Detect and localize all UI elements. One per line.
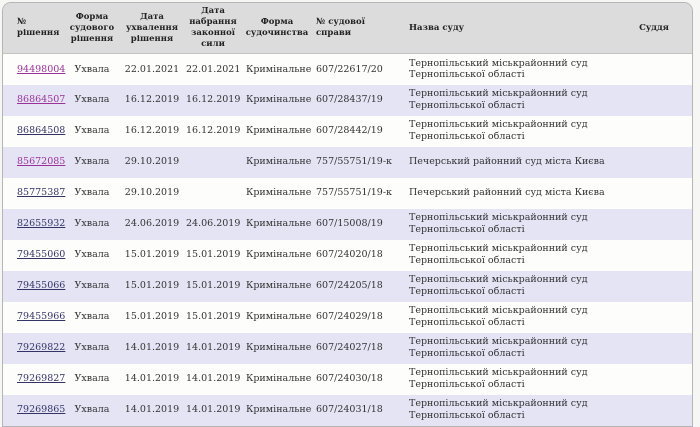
force-date: 15.01.2019 — [183, 271, 243, 302]
decision-date: 24.06.2019 — [121, 209, 183, 240]
force-date: 16.12.2019 — [183, 85, 243, 116]
decision-link[interactable]: 86864507 — [17, 94, 66, 106]
case-number: 757/55751/19-к — [311, 178, 397, 209]
decision-id-cell — [3, 85, 66, 116]
decision-date: 15.01.2019 — [121, 271, 183, 302]
table-row — [3, 333, 693, 364]
decision-form: Ухвала — [63, 116, 121, 147]
force-date: 15.01.2019 — [183, 302, 243, 333]
force-date — [183, 178, 243, 209]
judge-name — [615, 85, 693, 116]
header-court-name: Назва суду — [397, 3, 615, 54]
judge-name — [615, 209, 693, 240]
decision-form: Ухвала — [63, 54, 121, 85]
case-number: 607/24020/18 — [311, 240, 397, 271]
decision-link[interactable]: 79269865 — [17, 404, 66, 416]
decision-date: 22.01.2021 — [121, 54, 183, 85]
decision-id-cell — [3, 54, 66, 85]
force-date — [183, 147, 243, 178]
header-judge: Суддя — [615, 3, 693, 54]
decision-date: 14.01.2019 — [121, 333, 183, 364]
judge-name — [615, 271, 693, 302]
decision-date: 14.01.2019 — [121, 364, 183, 395]
case-number: 607/28442/19 — [311, 116, 397, 147]
court-name: Тернопільський міськрайонний суд Тернопільської області — [397, 333, 615, 364]
force-date: 15.01.2019 — [183, 240, 243, 271]
table-row — [3, 302, 693, 333]
decision-date: 15.01.2019 — [121, 240, 183, 271]
decision-id-cell — [3, 364, 66, 395]
case-number: 757/55751/19-к — [311, 147, 397, 178]
decision-form: Ухвала — [63, 302, 121, 333]
proceeding-type: Кримінальне — [243, 85, 311, 116]
court-name: Тернопільський міськрайонний суд Тернопільської області — [397, 116, 615, 147]
decision-id-cell — [3, 178, 66, 209]
table-row — [3, 147, 693, 178]
force-date: 14.01.2019 — [183, 395, 243, 426]
header-decision-date: Дата ухвалення рішення — [121, 3, 183, 54]
case-number: 607/24029/18 — [311, 302, 397, 333]
decision-form: Ухвала — [63, 395, 121, 426]
decision-id-cell — [3, 147, 66, 178]
court-name: Тернопільський міськрайонний суд Тернопільської області — [397, 364, 615, 395]
decision-form: Ухвала — [63, 333, 121, 364]
decision-form: Ухвала — [63, 240, 121, 271]
judge-name — [615, 240, 693, 271]
table-row — [3, 240, 693, 271]
case-number: 607/24031/18 — [311, 395, 397, 426]
table-row — [3, 364, 693, 395]
judge-name — [615, 116, 693, 147]
decision-id-cell — [3, 333, 66, 364]
court-name: Печерський районний суд міста Києва — [397, 147, 615, 178]
court-name: Тернопільський міськрайонний суд Тернопільської області — [397, 54, 615, 85]
judge-name — [615, 147, 693, 178]
decision-id-cell — [3, 116, 66, 147]
decision-link[interactable]: 79269827 — [17, 373, 66, 385]
force-date: 14.01.2019 — [183, 364, 243, 395]
court-name: Тернопільський міськрайонний суд Тернопільської області — [397, 271, 615, 302]
proceeding-type: Кримінальне — [243, 178, 311, 209]
proceeding-type: Кримінальне — [243, 116, 311, 147]
decision-link[interactable]: 85775387 — [17, 187, 66, 199]
decision-date: 29.10.2019 — [121, 178, 183, 209]
proceeding-type: Кримінальне — [243, 395, 311, 426]
table-row — [3, 271, 693, 302]
court-name: Печерський районний суд міста Києва — [397, 178, 615, 209]
proceeding-type: Кримінальне — [243, 147, 311, 178]
case-number: 607/15008/19 — [311, 209, 397, 240]
case-number: 607/28437/19 — [311, 85, 397, 116]
decision-id-cell — [3, 271, 66, 302]
decision-link[interactable]: 85672085 — [17, 156, 66, 168]
proceeding-type: Кримінальне — [243, 209, 311, 240]
court-name: Тернопільський міськрайонний суд Тернопільської області — [397, 209, 615, 240]
proceeding-type: Кримінальне — [243, 240, 311, 271]
court-name: Тернопільський міськрайонний суд Тернопільської області — [397, 240, 615, 271]
table-row — [3, 209, 693, 240]
decision-date: 15.01.2019 — [121, 302, 183, 333]
judge-name — [615, 395, 693, 426]
case-number: 607/24027/18 — [311, 333, 397, 364]
header-case-number: № судової справи — [311, 3, 397, 54]
decision-link[interactable]: 79269822 — [17, 342, 66, 354]
judge-name — [615, 364, 693, 395]
header-proceeding-form: Форма судочинства — [243, 3, 311, 54]
table-row — [3, 116, 693, 147]
force-date: 22.01.2021 — [183, 54, 243, 85]
table-row — [3, 395, 693, 426]
header-force-date: Дата набрання законної сили — [183, 3, 243, 54]
force-date: 16.12.2019 — [183, 116, 243, 147]
decision-form: Ухвала — [63, 364, 121, 395]
decision-id-cell — [3, 302, 66, 333]
decision-date: 29.10.2019 — [121, 147, 183, 178]
force-date: 24.06.2019 — [183, 209, 243, 240]
judge-name — [615, 178, 693, 209]
decision-id-cell — [3, 209, 66, 240]
decision-link[interactable]: 79455060 — [17, 249, 66, 261]
force-date: 14.01.2019 — [183, 333, 243, 364]
judge-name — [615, 302, 693, 333]
court-name: Тернопільський міськрайонний суд Тернопільської області — [397, 302, 615, 333]
decision-link[interactable]: 79455066 — [17, 280, 66, 292]
judge-name — [615, 333, 693, 364]
case-number: 607/22617/20 — [311, 54, 397, 85]
court-name: Тернопільський міськрайонний суд Тернопільської області — [397, 395, 615, 426]
decision-link[interactable]: 86864508 — [17, 125, 66, 137]
table-row — [3, 54, 693, 85]
case-number: 607/24030/18 — [311, 364, 397, 395]
decision-link[interactable]: 94498004 — [17, 63, 66, 75]
header-decision-number: № рішення — [3, 3, 63, 54]
decision-date: 14.01.2019 — [121, 395, 183, 426]
decision-link[interactable]: 79455966 — [17, 311, 66, 323]
decision-id-cell — [3, 240, 66, 271]
decision-date: 16.12.2019 — [121, 85, 183, 116]
court-decisions-table — [2, 2, 693, 427]
decision-form: Ухвала — [63, 178, 121, 209]
court-decisions-body — [3, 54, 693, 426]
decision-form: Ухвала — [63, 85, 121, 116]
proceeding-type: Кримінальне — [243, 54, 311, 85]
table-header — [3, 3, 693, 54]
proceeding-type: Кримінальне — [243, 364, 311, 395]
decision-date: 16.12.2019 — [121, 116, 183, 147]
decision-form: Ухвала — [63, 271, 121, 302]
table-row — [3, 85, 693, 116]
table-row — [3, 178, 693, 209]
proceeding-type: Кримінальне — [243, 333, 311, 364]
proceeding-type: Кримінальне — [243, 302, 311, 333]
case-number: 607/24205/18 — [311, 271, 397, 302]
judge-name — [615, 54, 693, 85]
decision-form: Ухвала — [63, 147, 121, 178]
header-decision-form: Форма судового рішення — [63, 3, 121, 54]
decision-form: Ухвала — [63, 209, 121, 240]
decision-id-cell — [3, 395, 66, 426]
decision-link[interactable]: 82655932 — [17, 218, 66, 230]
court-name: Тернопільський міськрайонний суд Тернопільської області — [397, 85, 615, 116]
proceeding-type: Кримінальне — [243, 271, 311, 302]
